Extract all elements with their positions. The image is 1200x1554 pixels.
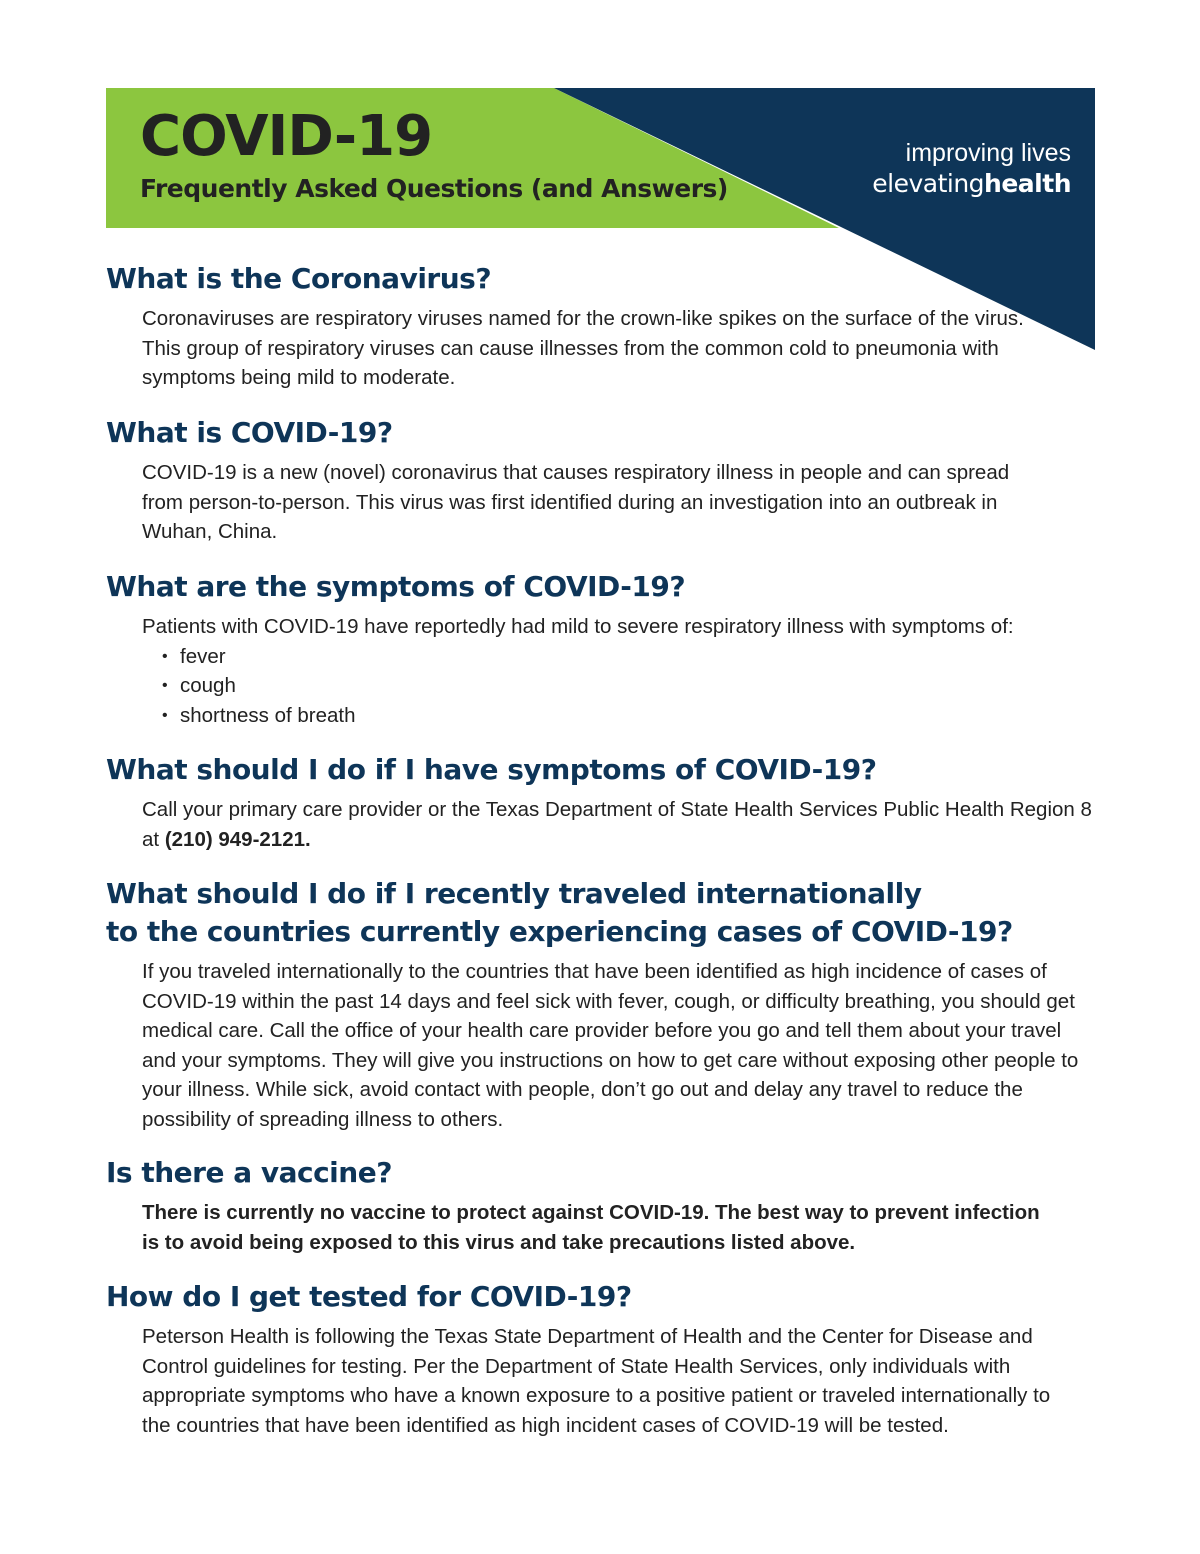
faq-answer-text: Call your primary care provider or the Texas Department of State Health Services Public Health Region 8 at bbox=[142, 798, 1092, 851]
faq-answer: There is currently no vaccine to protect against COVID-19. The best way to prevent infection is to avoid being exposed to this virus and take precautions listed above. bbox=[142, 1201, 1040, 1254]
faq-answer: Coronaviruses are respiratory viruses named for the crown-like spikes on the surface of the virus. This group of respiratory viruses can cause illnesses from the common cold to pneumonia with symptoms being mild to moderate. bbox=[142, 307, 1024, 389]
faq-answer: Peterson Health is following the Texas State Department of Health and the Center for Disease and Control guidelines for testing. Per the Department of State Health Services, only individuals with appropriate symptoms who have a known exposure to a positive patient or traveled internationally to the countries that have been identified as high incident cases of COVID-19 will be tested. bbox=[142, 1325, 1051, 1437]
brand-logo-text bbox=[872, 168, 1071, 201]
faq-testing bbox=[106, 1278, 1100, 1440]
faq-question: What should I do if I have symptoms of COVID-19? bbox=[106, 753, 877, 786]
faq-question bbox=[106, 875, 1100, 951]
phone-number: (210) 949-2121. bbox=[164, 827, 311, 851]
faq-vaccine bbox=[106, 1154, 1100, 1257]
brand-tagline bbox=[872, 138, 1071, 201]
faq-question: What is the Coronavirus? bbox=[106, 262, 492, 295]
faq-question: How do I get tested for COVID-19? bbox=[106, 1280, 632, 1313]
list-item: • fever bbox=[160, 642, 1100, 672]
faq-if-symptoms bbox=[106, 751, 1100, 854]
faq-symptoms bbox=[106, 568, 1100, 730]
faq-answer bbox=[142, 795, 1100, 854]
faq-question-line-2: to the countries currently experiencing cases of COVID-19? bbox=[106, 915, 1013, 948]
faq-question-line-1: What should I do if I recently traveled internationally bbox=[106, 877, 922, 910]
faq-question: What are the symptoms of COVID-19? bbox=[106, 570, 686, 603]
brand-light-text: elevating bbox=[872, 169, 985, 198]
document-subtitle: Frequently Asked Questions (and Answers) bbox=[140, 174, 728, 203]
faq-answer: Patients with COVID-19 have reportedly had mild to severe respiratory illness with symptoms of: bbox=[142, 615, 1014, 638]
faq-coronavirus bbox=[106, 260, 1100, 393]
faq-travel bbox=[106, 875, 1100, 1134]
faq-answer: COVID-19 is a new (novel) coronavirus that causes respiratory illness in people and can spread from person-to-person. This virus was first identified during an investigation into an outbreak in Wuhan, China. bbox=[142, 461, 1010, 543]
symptom-list bbox=[160, 642, 1100, 731]
faq-covid19 bbox=[106, 414, 1100, 547]
faq-question: Is there a vaccine? bbox=[106, 1156, 392, 1189]
brand-bold-text: health bbox=[984, 169, 1071, 198]
list-item: • cough bbox=[160, 671, 1100, 701]
faq-answer: If you traveled internationally to the countries that have been identified as high incidence of cases of COVID-19 within the past 14 days and feel sick with fever, cough, or difficulty breathing, you should get medical care. Call the office of your health care provider before you go and tell them about your travel and your symptoms. They will give you instructions on how to get care without exposing other people to your illness. While sick, avoid contact with people, don’t go out and delay any travel to reduce the possibility of spreading illness to others. bbox=[142, 960, 1079, 1131]
faq-question: What is COVID-19? bbox=[106, 416, 393, 449]
list-item: • shortness of breath bbox=[160, 701, 1100, 731]
tagline-improving-lives: improving lives bbox=[905, 139, 1071, 167]
document-title: COVID-19 bbox=[140, 104, 433, 169]
